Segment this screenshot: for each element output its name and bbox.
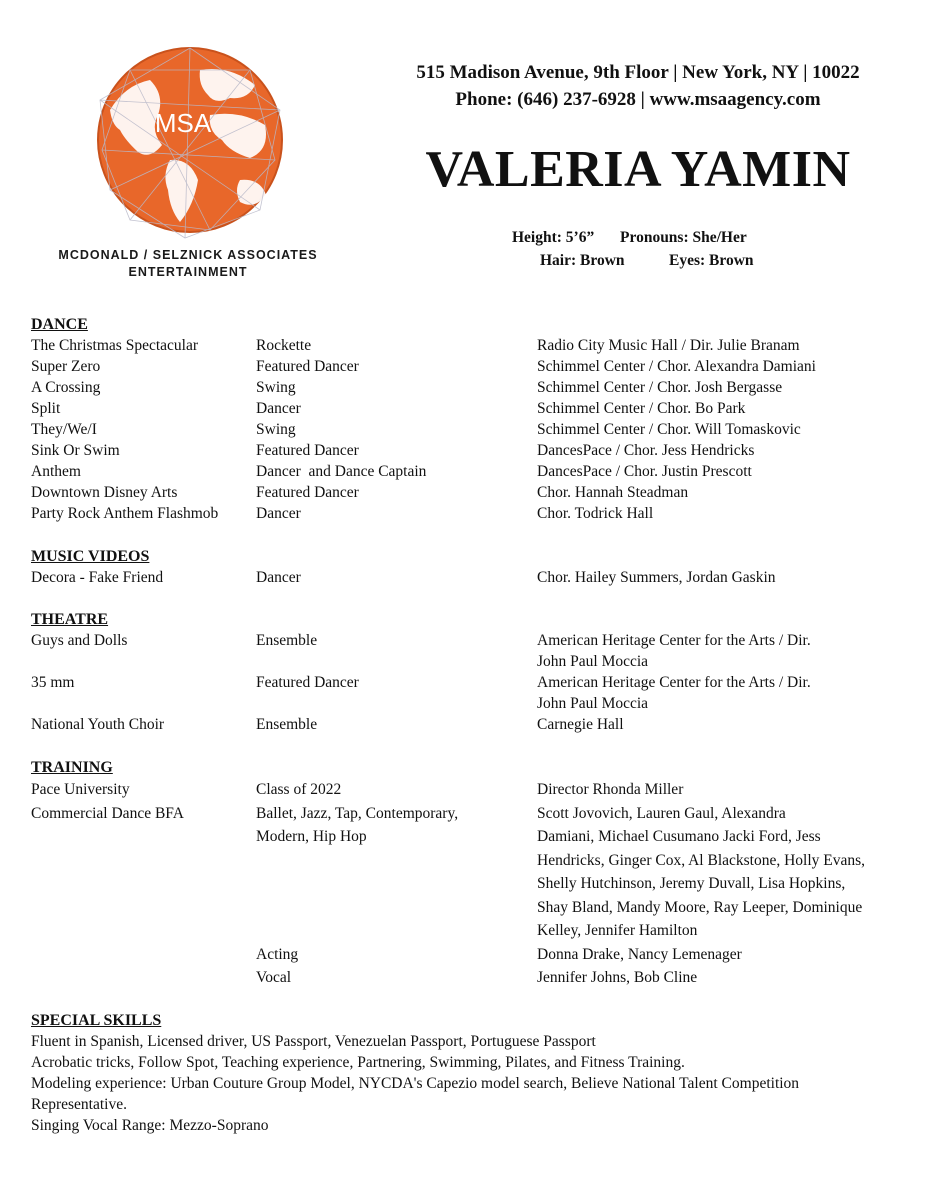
- training-teachers: Donna Drake, Nancy Lemenager: [537, 945, 742, 963]
- credit-row: [31, 567, 906, 588]
- credit-row: [31, 377, 906, 398]
- show-title: Split: [31, 400, 61, 417]
- music-videos-heading: MUSIC VIDEOS: [31, 548, 150, 565]
- training-class: Vocal: [256, 969, 292, 986]
- credit: Carnegie Hall: [537, 716, 624, 733]
- role: Featured Dancer: [256, 674, 359, 691]
- logo-text: MSA: [154, 108, 212, 138]
- credit-line: John Paul Moccia: [537, 695, 649, 712]
- credit-row: [31, 461, 906, 482]
- show-title: A Crossing: [31, 379, 101, 396]
- training-line: [31, 802, 906, 826]
- role: Featured Dancer: [256, 484, 359, 501]
- credit-row: [31, 482, 906, 503]
- special-skills-heading: SPECIAL SKILLS: [31, 1012, 162, 1029]
- agency-phone-website: Phone: (646) 237-6928 | www.msaagency.com: [455, 89, 821, 110]
- credit-row: [31, 503, 906, 524]
- training-class: Ballet, Jazz, Tap, Contemporary,: [256, 804, 459, 822]
- agency-address: 515 Madison Avenue, 9th Floor | New York, NY | 10022: [416, 62, 860, 83]
- theatre-heading: THEATRE: [31, 611, 109, 628]
- show-title: Party Rock Anthem Flashmob: [31, 505, 219, 522]
- credit-row: [31, 440, 906, 461]
- training-class: Class of 2022: [256, 781, 342, 798]
- show-title: Guys and Dolls: [31, 632, 128, 649]
- credit: [537, 672, 917, 714]
- agency-name-line1: MCDONALD / SELZNICK ASSOCIATES: [58, 248, 318, 262]
- show-title: Anthem: [31, 463, 81, 480]
- show-title: They/We/I: [31, 421, 97, 438]
- credit-row: [31, 630, 906, 672]
- training-teachers: Hendricks, Ginger Cox, Al Blackstone, Holly Evans,: [537, 851, 866, 869]
- skills-line: Representative.: [31, 1096, 127, 1113]
- training-teachers: Jennifer Johns, Bob Cline: [537, 969, 698, 986]
- credit-row: [31, 714, 906, 735]
- role: Dancer and Dance Captain: [256, 463, 427, 480]
- performer-hair: Hair: Brown: [540, 252, 625, 269]
- skills-line: Acrobatic tricks, Follow Spot, Teaching experience, Partnering, Swimming, Pilates, and Fitness Training.: [31, 1054, 685, 1071]
- training-teachers: Shelly Hutchinson, Jeremy Duvall, Lisa Hopkins,: [537, 875, 846, 892]
- skills-line: Singing Vocal Range: Mezzo-Soprano: [31, 1117, 269, 1134]
- training-line: [31, 896, 906, 920]
- show-title: The Christmas Spectacular: [31, 337, 199, 354]
- show-title: National Youth Choir: [31, 716, 165, 733]
- role: Rockette: [256, 337, 312, 354]
- skills-line: Modeling experience: Urban Couture Group Model, NYCDA's Capezio model search, Believe National Talent Competition: [31, 1075, 800, 1092]
- credit: Schimmel Center / Chor. Will Tomaskovic: [537, 421, 801, 438]
- credit-row: [31, 356, 906, 377]
- credit: Chor. Hannah Steadman: [537, 484, 689, 501]
- credit-line: American Heritage Center for the Arts / Dir.: [537, 632, 811, 649]
- training-section: [31, 757, 906, 990]
- training-line: [31, 943, 906, 967]
- training-school: Pace University: [31, 781, 130, 798]
- training-line: [31, 825, 906, 849]
- credit-row: [31, 672, 906, 714]
- training-school: Commercial Dance BFA: [31, 804, 184, 822]
- show-title: Sink Or Swim: [31, 442, 120, 459]
- performer-height: Height: 5’6”: [512, 229, 595, 246]
- training-teachers: Shay Bland, Mandy Moore, Ray Leeper, Dominique: [537, 898, 863, 916]
- training-teachers: Kelley, Jennifer Hamilton: [537, 922, 698, 939]
- music-videos-section: [31, 546, 906, 588]
- show-title: Super Zero: [31, 358, 101, 375]
- credit: Radio City Music Hall / Dir. Julie Branam: [537, 337, 800, 354]
- performer-eyes: Eyes: Brown: [669, 252, 754, 269]
- training-line: [31, 919, 906, 943]
- credit: [537, 630, 917, 672]
- role: Featured Dancer: [256, 358, 359, 375]
- training-heading: TRAINING: [31, 759, 113, 776]
- credit-line: John Paul Moccia: [537, 653, 649, 670]
- show-title: 35 mm: [31, 674, 75, 691]
- training-teachers: Director Rhonda Miller: [537, 781, 684, 798]
- role: Ensemble: [256, 632, 318, 649]
- agency-name-line2: ENTERTAINMENT: [128, 265, 248, 279]
- globe-logo-icon: [90, 40, 290, 245]
- credit: Chor. Hailey Summers, Jordan Gaskin: [537, 569, 776, 586]
- credit-row: [31, 398, 906, 419]
- credit-row: [31, 335, 906, 356]
- role: Featured Dancer: [256, 442, 359, 459]
- training-teachers: Damiani, Michael Cusumano Jacki Ford, Jess: [537, 828, 821, 845]
- training-line: [31, 849, 906, 873]
- dance-heading: DANCE: [31, 316, 88, 333]
- role: Dancer: [256, 569, 301, 586]
- credit: DancesPace / Chor. Justin Prescott: [537, 463, 752, 480]
- theatre-section: [31, 609, 906, 735]
- credit: Schimmel Center / Chor. Bo Park: [537, 400, 746, 417]
- special-skills-section: [31, 1010, 906, 1136]
- training-class: Acting: [256, 945, 299, 963]
- training-teachers: Scott Jovovich, Lauren Gaul, Alexandra: [537, 804, 786, 822]
- training-line: [31, 872, 906, 896]
- role: Dancer: [256, 505, 301, 522]
- role: Swing: [256, 421, 296, 438]
- training-class: Modern, Hip Hop: [256, 828, 367, 845]
- agency-logo: [28, 40, 348, 285]
- credit: Chor. Todrick Hall: [537, 505, 654, 522]
- dance-section: [31, 314, 906, 524]
- training-line: [31, 966, 906, 990]
- role: Ensemble: [256, 716, 318, 733]
- performer-pronouns: Pronouns: She/Her: [620, 229, 747, 246]
- skills-line: Fluent in Spanish, Licensed driver, US Passport, Venezuelan Passport, Portuguese Passport: [31, 1033, 596, 1050]
- credit: DancesPace / Chor. Jess Hendricks: [537, 442, 755, 459]
- show-title: Decora - Fake Friend: [31, 569, 164, 586]
- performer-name: VALERIA YAMIN: [425, 141, 851, 198]
- credit: Schimmel Center / Chor. Josh Bergasse: [537, 379, 783, 396]
- credit-row: [31, 419, 906, 440]
- training-line: [31, 778, 906, 802]
- credit: Schimmel Center / Chor. Alexandra Damiani: [537, 358, 816, 375]
- role: Swing: [256, 379, 296, 396]
- credit-line: American Heritage Center for the Arts / Dir.: [537, 674, 811, 691]
- role: Dancer: [256, 400, 301, 417]
- show-title: Downtown Disney Arts: [31, 484, 178, 501]
